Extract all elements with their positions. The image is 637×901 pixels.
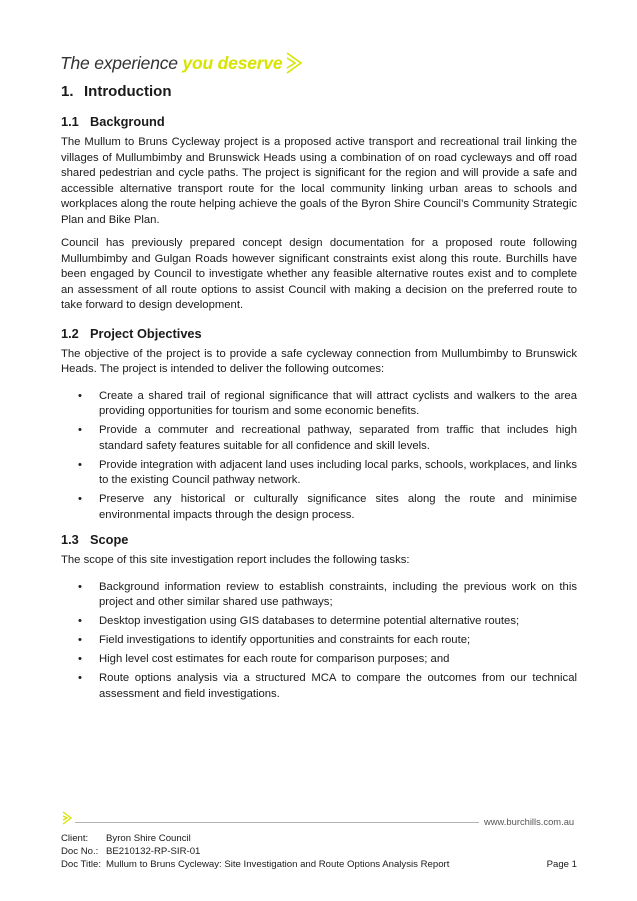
section-number: 1.2 xyxy=(61,325,79,341)
document-body xyxy=(61,82,577,706)
list-item-text: Field investigations to identify opportunities and constraints for each route; xyxy=(99,634,471,646)
bullet-icon: • xyxy=(78,653,82,665)
section-number: 1.3 xyxy=(61,532,79,547)
footer-url: www.burchills.com.au xyxy=(484,816,575,827)
bullet-icon: • xyxy=(78,424,82,436)
list-item xyxy=(61,492,577,523)
footer-info xyxy=(61,832,577,871)
section-title: Introduction xyxy=(84,83,172,100)
bullet-icon: • xyxy=(78,389,82,402)
footer-value: Mullum to Bruns Cycleway: Site Investigation and Route Options Analysis Report xyxy=(106,859,450,870)
footer-label: Doc Title: xyxy=(61,859,101,870)
list-item xyxy=(61,389,577,420)
section-title: Scope xyxy=(90,532,129,547)
objectives-paragraph: The objective of the project is to provide a safe cycleway connection from Mullumbimby to Brunswick Heads. The project is intended to deliver the following outcomes: xyxy=(61,347,577,375)
list-item xyxy=(61,652,577,668)
list-item xyxy=(61,671,577,702)
list-item-text: Preserve any historical or culturally significance sites along the route and minimise environmental impacts through the design process. xyxy=(99,493,577,521)
list-item xyxy=(61,614,577,630)
tagline-highlight: you deserve xyxy=(182,52,283,73)
footer-value: BE210132-RP-SIR-01 xyxy=(106,846,201,857)
background-paragraph-1: The Mullum to Bruns Cycleway project is a proposed active transport and recreational trail linking the villages of Mullumbimby and Brunswick Heads using a combination of on road cycleways and off road shared pedestrian and cycle paths. The project is significant for the region and will provide a safe and accessible alternative transport route for the local community linking urban areas to schools and workplaces along the route helping achieve the goals of the Byron Shire Council’s Community Strategic Plan and Bike Plan. xyxy=(61,136,577,226)
section-heading-introduction xyxy=(61,82,577,102)
list-item-text: High level cost estimates for each route for comparison purposes; and xyxy=(99,653,450,665)
section-heading-scope xyxy=(61,532,577,548)
list-item xyxy=(61,580,577,611)
footer-value: Byron Shire Council xyxy=(106,833,191,844)
footer-label: Client: xyxy=(61,833,89,844)
scope-paragraph: The scope of this site investigation report includes the following tasks: xyxy=(61,554,410,566)
tagline-text xyxy=(60,53,282,74)
page-number: Page 1 xyxy=(546,859,577,870)
footer-doctitle-row xyxy=(61,858,577,871)
section-heading-objectives xyxy=(61,326,577,342)
list-item-text: Route options analysis via a structured MCA to compare the outcomes from our technical assessment and field investigations. xyxy=(99,672,577,700)
section-heading-background xyxy=(61,114,577,130)
list-item xyxy=(61,633,577,649)
section-title: Background xyxy=(90,114,165,129)
footer-client-row xyxy=(61,832,577,845)
list-item-text: Create a shared trail of regional significance that will attract cyclists and walkers to the area providing opportunities for tourism and some economic benefits. xyxy=(99,389,577,417)
bullet-icon: • xyxy=(78,615,82,627)
list-item xyxy=(61,458,577,489)
scope-list xyxy=(61,580,577,703)
tagline-part1: The experience xyxy=(60,52,183,73)
bullet-icon: • xyxy=(78,634,82,646)
bullet-icon: • xyxy=(78,672,82,684)
list-item-text: Provide a commuter and recreational pathway, separated from traffic that includes high standard safety features suitable for all confidence and skill levels. xyxy=(99,424,577,452)
footer-divider xyxy=(61,810,481,832)
bullet-icon: • xyxy=(78,458,82,471)
section-number: 1. xyxy=(61,83,74,100)
bullet-icon: • xyxy=(78,493,82,505)
list-item xyxy=(61,423,577,454)
background-paragraph-2: Council has previously prepared concept design documentation for a proposed route following Mullumbimby and Gulgan Roads however significant constraints exist along this route. Burchills have been engaged by Council to investigate whether any feasible alternative routes exist and to complete an assessment of all route options to assist Council with making a decision on the preferred route to take forward to design development. xyxy=(61,237,577,311)
objectives-list xyxy=(61,389,577,524)
header-tagline xyxy=(60,48,306,78)
section-title: Project Objectives xyxy=(90,325,202,341)
footer-docno-row xyxy=(61,845,577,858)
bullet-icon: • xyxy=(78,580,82,593)
footer-label: Doc No.: xyxy=(61,846,99,857)
list-item-text: Desktop investigation using GIS databases to determine potential alternative routes; xyxy=(99,615,520,627)
list-item-text: Background information review to establish constraints, including the previous work on this project and other similar shared use pathways; xyxy=(99,580,577,608)
chevron-arrow-icon xyxy=(284,51,306,75)
list-item-text: Provide integration with adjacent land uses including local parks, schools, workplaces, and links to the existing Council pathway network. xyxy=(99,458,577,486)
section-number: 1.1 xyxy=(61,114,79,129)
